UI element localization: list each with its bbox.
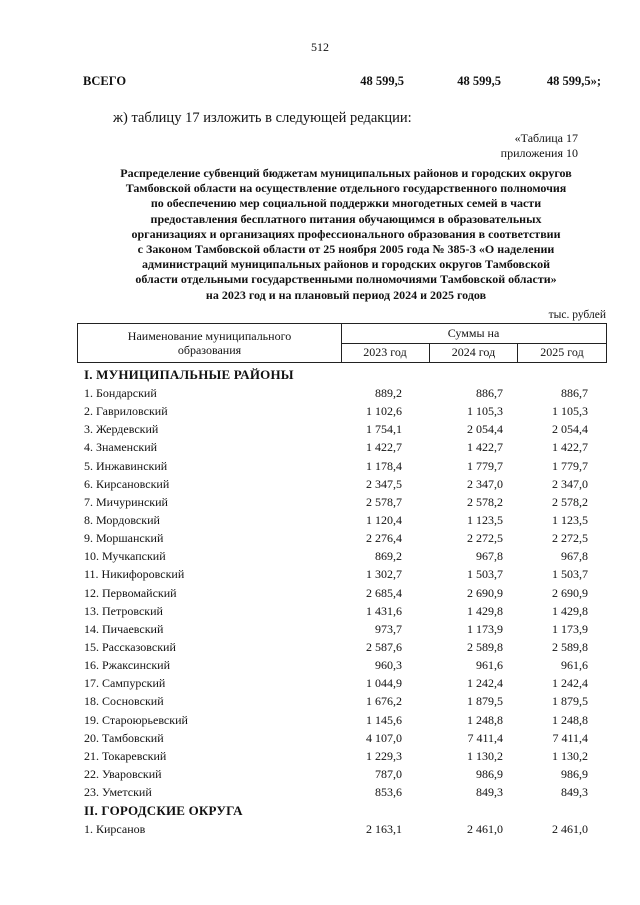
table-row: [84, 656, 594, 674]
value-2023: 2 578,7: [366, 494, 402, 509]
table-reference-line: «Таблица 17: [514, 131, 578, 145]
header-sums: Суммы на: [341, 324, 606, 344]
table-row: [84, 638, 594, 656]
title-line: Тамбовской области на осуществление отдельного государственного полномочия: [125, 181, 567, 196]
row-name: 1. Кирсанов: [84, 822, 146, 837]
value-2024: 961,6: [476, 658, 503, 673]
row-name: 11. Никифоровский: [84, 567, 185, 582]
table-row: [84, 384, 594, 402]
value-2023: 1 676,2: [366, 694, 402, 709]
title-line: на 2023 год и на плановый период 2024 и 2025 годов: [205, 287, 487, 302]
section-heading-districts: I. МУНИЦИПАЛЬНЫЕ РАЙОНЫ: [84, 367, 294, 382]
row-name: 21. Токаревский: [84, 748, 167, 763]
value-2024: 1 130,2: [467, 748, 503, 763]
value-2024: 967,8: [476, 549, 503, 564]
table-row: [84, 711, 594, 729]
row-name: 18. Сосновский: [84, 694, 164, 709]
value-2024: 1 779,7: [467, 458, 503, 473]
row-name: 15. Рассказовский: [84, 639, 176, 654]
row-name: 5. Инжавинский: [84, 458, 168, 473]
value-2024: 2 347,0: [467, 476, 503, 491]
row-name: 13. Петровский: [84, 603, 163, 618]
value-2024: 1 422,7: [467, 440, 503, 455]
value-2023: 2 163,1: [366, 822, 402, 837]
title-line: организациях и организациях профессионального образования в соответствии: [131, 226, 561, 241]
row-name: 12. Первомайский: [84, 585, 177, 600]
value-2023: 1 431,6: [366, 603, 402, 618]
value-2024: 1 429,8: [467, 603, 503, 618]
table-row: [84, 729, 594, 747]
table-row: [84, 602, 594, 620]
row-name: 9. Моршанский: [84, 531, 164, 546]
table-row: [84, 692, 594, 710]
total-2024: 48 599,5: [457, 74, 501, 88]
table-row: [84, 420, 594, 438]
value-2024: 1 503,7: [467, 567, 503, 582]
row-name: 7. Мичуринский: [84, 494, 168, 509]
table-row: [84, 747, 594, 765]
table-row: [84, 511, 594, 529]
value-2023: 1 754,1: [366, 422, 402, 437]
value-2025: 2 272,5: [552, 531, 588, 546]
table-reference-line: приложения 10: [500, 146, 578, 160]
table-row: [84, 475, 594, 493]
title-line: предоставления бесплатного питания обучающимся в образовательных: [150, 211, 542, 226]
value-2025: 1 422,7: [552, 440, 588, 455]
value-2024: 1 879,5: [467, 694, 503, 709]
value-2025: 1 130,2: [552, 748, 588, 763]
row-name: 2. Гавриловский: [84, 404, 168, 419]
value-2024: 2 578,2: [467, 494, 503, 509]
row-name: 19. Староюрьевский: [84, 712, 188, 727]
value-2024: 849,3: [476, 785, 503, 800]
value-2023: 2 685,4: [366, 585, 402, 600]
row-name: 1. Бондарский: [84, 386, 157, 400]
value-2025: 2 578,2: [552, 494, 588, 509]
header-name-cell: [78, 324, 342, 362]
value-2024: 1 105,3: [467, 404, 503, 419]
table-header: [77, 323, 607, 363]
value-2024: 7 411,4: [467, 730, 503, 745]
value-2023: 1 120,4: [366, 512, 402, 527]
value-2025: 886,7: [561, 386, 588, 400]
table-row: [84, 674, 594, 692]
value-2025: 2 054,4: [552, 422, 588, 437]
row-name: 4. Знаменский: [84, 440, 158, 455]
table-row: [84, 493, 594, 511]
table-row: [84, 402, 594, 420]
value-2023: 1 102,6: [366, 404, 402, 419]
value-2024: 2 690,9: [467, 585, 503, 600]
value-2023: 1 178,4: [366, 458, 402, 473]
value-2023: 960,3: [375, 658, 402, 673]
table-row: [84, 438, 594, 456]
value-2025: 961,6: [561, 658, 588, 673]
value-2024: 1 248,8: [467, 712, 503, 727]
value-2025: 2 690,9: [552, 585, 588, 600]
header-name-line: образования: [177, 343, 242, 357]
value-2025: 1 123,5: [552, 512, 588, 527]
value-2023: 2 347,5: [366, 476, 402, 491]
value-2025: 1 503,7: [552, 567, 588, 582]
value-2023: 2 587,6: [366, 639, 402, 654]
value-2023: 1 422,7: [366, 440, 402, 455]
value-2024: 1 173,9: [467, 621, 503, 636]
value-2024: 2 272,5: [467, 531, 503, 546]
title-line: с Законом Тамбовской области от 25 ноября 2005 года № 385-З «О наделении: [137, 242, 555, 257]
value-2024: 986,9: [476, 766, 503, 781]
table-row: [84, 584, 594, 602]
value-2025: 1 779,7: [552, 458, 588, 473]
value-2024: 886,7: [476, 386, 503, 400]
row-name: 17. Сампурский: [84, 676, 166, 691]
header-year-2025: 2025 год: [540, 345, 584, 359]
value-2023: 853,6: [375, 785, 402, 800]
title-line: области отдельными государственными полномочиями Тамбовской области»: [135, 272, 557, 287]
table-row: [84, 783, 594, 801]
total-row: [83, 74, 601, 92]
value-2025: 967,8: [561, 549, 588, 564]
value-2025: 849,3: [561, 785, 588, 800]
value-2024: 2 589,8: [467, 639, 503, 654]
title-line: Распределение субвенций бюджетам муниципальных районов и городских округов: [120, 166, 572, 180]
value-2023: 1 145,6: [366, 712, 402, 727]
value-2025: 986,9: [561, 766, 588, 781]
value-2023: 973,7: [375, 621, 402, 636]
row-name: 23. Уметский: [84, 785, 152, 800]
table-row: [84, 620, 594, 638]
row-name: 14. Пичаевский: [84, 621, 164, 636]
header-year-2023: 2023 год: [341, 343, 430, 362]
value-2023: 869,2: [375, 549, 402, 564]
district-rows: [84, 384, 594, 801]
value-2024: 1 242,4: [467, 676, 503, 691]
value-2023: 1 302,7: [366, 567, 402, 582]
row-name: 8. Мордовский: [84, 512, 160, 527]
value-2023: 2 276,4: [366, 531, 402, 546]
amendment-instruction: ж) таблицу 17 изложить в следующей редакции:: [113, 110, 412, 126]
row-name: 10. Мучкапский: [84, 549, 166, 564]
value-2025: 1 429,8: [552, 603, 588, 618]
title-line: по обеспечению мер социальной поддержки многодетных семей в части: [150, 196, 542, 211]
total-label: ВСЕГО: [83, 74, 127, 88]
row-name: 3. Жердевский: [84, 422, 159, 437]
page-number: 512: [311, 40, 329, 54]
value-2023: 1 044,9: [366, 676, 402, 691]
total-2025: 48 599,5»;: [546, 74, 601, 88]
row-name: 20. Тамбовский: [84, 730, 164, 745]
value-2025: 1 105,3: [552, 404, 588, 419]
value-2025: 1 242,4: [552, 676, 588, 691]
value-2024: 2 461,0: [467, 822, 503, 837]
table-reference: [430, 131, 578, 161]
value-2023: 889,2: [375, 386, 402, 400]
row-name: 22. Уваровский: [84, 766, 162, 781]
value-2025: 7 411,4: [552, 730, 588, 745]
total-2023: 48 599,5: [360, 74, 404, 88]
value-2025: 1 173,9: [552, 621, 588, 636]
table-row: [84, 529, 594, 547]
title-line: администраций муниципальных районов и городских округов Тамбовской: [141, 257, 551, 272]
table-row: [84, 457, 594, 475]
value-2025: 1 879,5: [552, 694, 588, 709]
city-rows: [84, 820, 594, 838]
value-2025: 2 347,0: [552, 476, 588, 491]
section-heading-cities: II. ГОРОДСКИЕ ОКРУГА: [84, 803, 243, 819]
table-row: [84, 565, 594, 583]
value-2023: 4 107,0: [366, 730, 402, 745]
value-2023: 787,0: [375, 766, 402, 781]
header-year-2024: 2024 год: [430, 343, 518, 362]
value-2025: 2 461,0: [552, 822, 588, 837]
value-2025: 2 589,8: [552, 639, 588, 654]
value-2024: 1 123,5: [467, 512, 503, 527]
header-name-line: Наименование муниципального: [127, 329, 292, 343]
units-label: тыс. рублей: [548, 309, 606, 321]
table-row: [84, 820, 594, 838]
value-2023: 1 229,3: [366, 748, 402, 763]
table-body: [84, 366, 594, 838]
value-2024: 2 054,4: [467, 422, 503, 437]
row-name: 6. Кирсановский: [84, 476, 170, 491]
table-row: [84, 765, 594, 783]
row-name: 16. Ржаксинский: [84, 658, 170, 673]
value-2025: 1 248,8: [552, 712, 588, 727]
table-title: [86, 166, 606, 303]
table-row: [84, 547, 594, 565]
